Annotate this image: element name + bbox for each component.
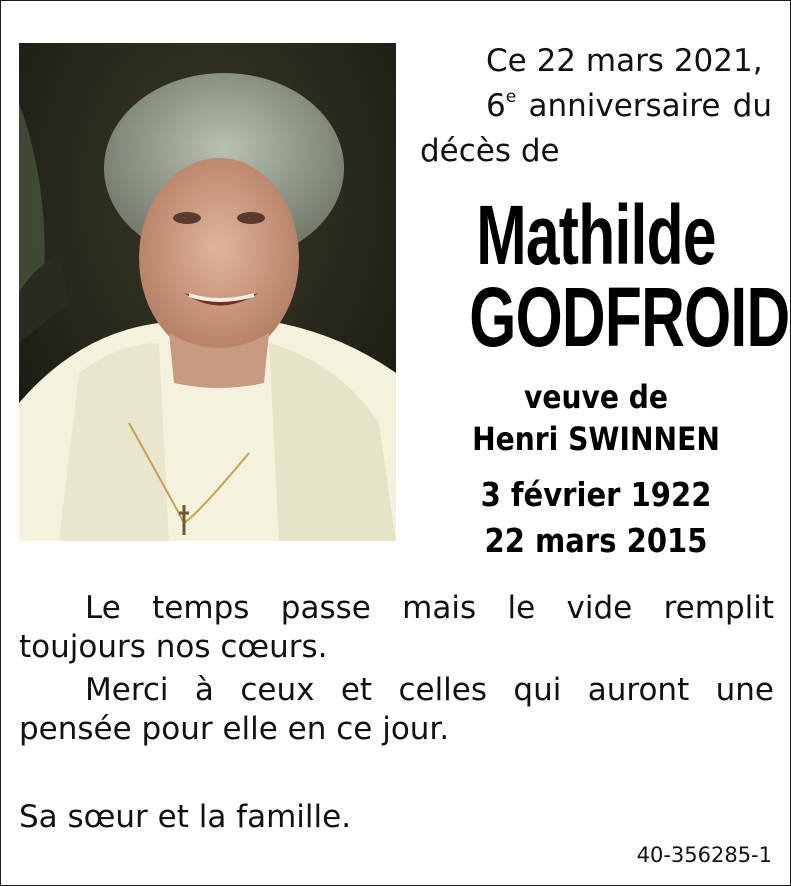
anniversary-word: anniversaire [528, 88, 721, 124]
first-name: Mathilde [476, 188, 716, 282]
date-line: Ce 22 mars 2021, [486, 43, 763, 79]
death-date: 22 mars 2015 [484, 521, 708, 560]
anniversary-line [420, 84, 772, 129]
intro-text [420, 39, 772, 174]
du-word: du [732, 88, 772, 124]
birth-date: 3 février 1922 [480, 475, 712, 514]
portrait-photo [19, 43, 396, 541]
signature: Sa sœur et la famille. [19, 799, 352, 835]
message-paragraph-2: Merci à ceux et celles qui auront une pensée pour elle en ce jour. [19, 672, 774, 747]
last-name: GODFROID [469, 270, 790, 364]
deces-line: décès de [420, 133, 560, 169]
ordinal: 6e [486, 87, 517, 124]
message-paragraph-1: Le temps passe mais le vide remplit toujours nos cœurs. [19, 590, 774, 665]
reference-number: 40-356285-1 [636, 843, 772, 867]
spouse-name: Henri SWINNEN [472, 420, 720, 458]
relation-text: veuve de [523, 378, 669, 416]
